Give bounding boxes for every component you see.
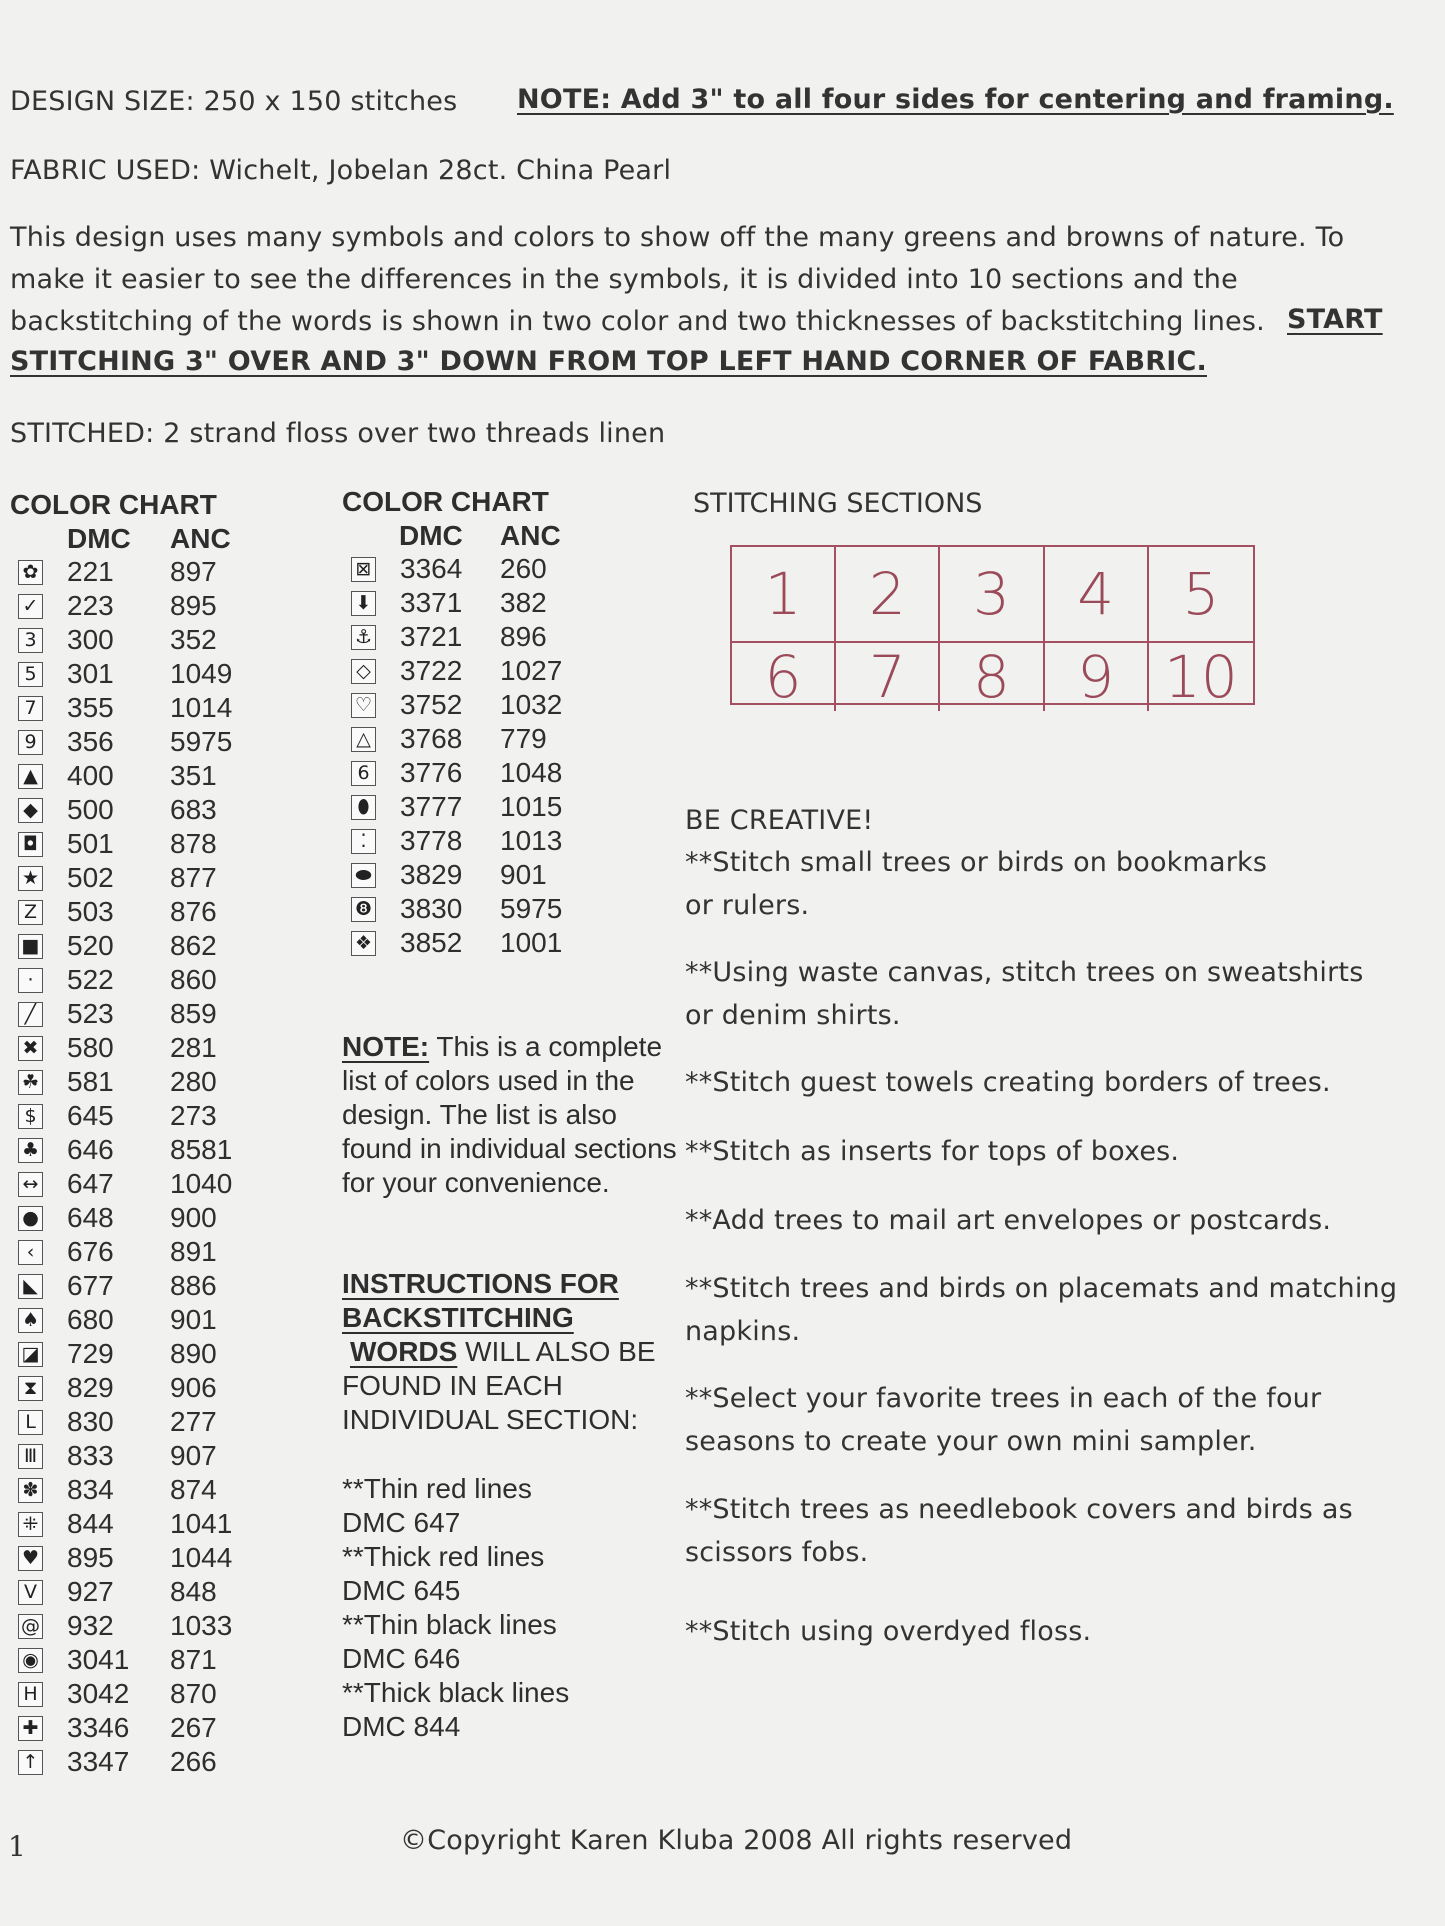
dmc-number: 833 xyxy=(67,1440,114,1471)
backstitch-line: DMC 645 xyxy=(342,1575,461,1606)
anc-number: 281 xyxy=(170,1032,217,1063)
stitch-symbol-icon: ⧗ xyxy=(18,1376,43,1401)
note-text: This is a complete list of colors used in the design. The list is also found in individual sections for your convenience. xyxy=(342,1031,677,1198)
backstitch-lines-list xyxy=(342,1472,682,1744)
stitch-symbol-icon: 6 xyxy=(351,761,376,786)
dmc-number: 221 xyxy=(67,556,114,587)
note-label: NOTE: xyxy=(342,1031,430,1062)
stitch-symbol-icon: ◆ xyxy=(18,798,43,823)
stitch-symbol-icon: ♠ xyxy=(18,1308,43,1333)
dmc-number: 355 xyxy=(67,692,114,723)
anc-number: 901 xyxy=(170,1304,217,1335)
anc-number: 906 xyxy=(170,1372,217,1403)
stitch-symbol-icon: ⊠ xyxy=(351,557,376,582)
dmc-number: 523 xyxy=(67,998,114,1029)
stitch-symbol-icon: ↑ xyxy=(18,1750,43,1775)
stitch-symbol-icon: ☘ xyxy=(18,1070,43,1095)
dmc-number: 3041 xyxy=(67,1644,130,1675)
creative-idea-line: seasons to create your own mini sampler. xyxy=(685,1426,1257,1457)
dmc-number: 676 xyxy=(67,1236,114,1267)
dmc-column-header: DMC xyxy=(67,523,131,554)
anc-number: 352 xyxy=(170,624,217,655)
backstitch-line: **Thin black lines xyxy=(342,1609,557,1640)
dmc-number: 677 xyxy=(67,1270,114,1301)
stitch-symbol-icon: ★ xyxy=(18,866,43,891)
instructions-line-1: INSTRUCTIONS FOR xyxy=(342,1268,619,1299)
dmc-number: 927 xyxy=(67,1576,114,1607)
anc-number: 848 xyxy=(170,1576,217,1607)
backstitch-line: **Thick black lines xyxy=(342,1677,570,1708)
section-cell: 3 xyxy=(940,547,1044,643)
stitch-symbol-icon: ✽ xyxy=(18,1478,43,1503)
anc-number: 907 xyxy=(170,1440,217,1471)
stitch-symbol-icon: ‹ xyxy=(18,1240,43,1265)
dmc-number: 301 xyxy=(67,658,114,689)
anc-number: 8581 xyxy=(170,1134,233,1165)
page-number: 1 xyxy=(8,1830,26,1863)
anc-number: 878 xyxy=(170,828,217,859)
section-cell: 10 xyxy=(1163,643,1238,711)
dmc-number: 3768 xyxy=(400,723,463,754)
backstitch-instructions xyxy=(342,1267,682,1437)
stitch-symbol-icon: ⚓ xyxy=(351,625,376,650)
creative-idea-line: **Add trees to mail art envelopes or postcards. xyxy=(685,1205,1332,1236)
dmc-number: 501 xyxy=(67,828,114,859)
section-cell: 8 xyxy=(940,643,1044,711)
anc-number: 860 xyxy=(170,964,217,995)
anc-number: 895 xyxy=(170,590,217,621)
anc-number: 1049 xyxy=(170,658,233,689)
dmc-number: 503 xyxy=(67,896,114,927)
intro-line-1: This design uses many symbols and colors to show off the many greens and browns of nature. To xyxy=(10,222,1345,253)
creative-idea-line: **Select your favorite trees in each of the four xyxy=(685,1383,1322,1414)
dmc-number: 844 xyxy=(67,1508,114,1539)
dmc-column-header: DMC xyxy=(399,520,463,551)
dmc-number: 680 xyxy=(67,1304,114,1335)
section-cell: 5 xyxy=(1149,547,1253,643)
anc-number: 876 xyxy=(170,896,217,927)
stitch-symbol-icon: 7 xyxy=(18,696,43,721)
dmc-number: 645 xyxy=(67,1100,114,1131)
anc-number: 1032 xyxy=(500,689,563,720)
stitch-symbol-icon: Ⅲ xyxy=(18,1444,43,1469)
stitch-symbol-icon: ◇ xyxy=(351,659,376,684)
instructions-rest: WILL ALSO BE FOUND IN EACH INDIVIDUAL SECTION: xyxy=(342,1336,656,1435)
intro-start: START xyxy=(1287,304,1383,335)
dmc-number: 400 xyxy=(67,760,114,791)
stitch-symbol-icon: L xyxy=(18,1410,43,1435)
creative-idea-line: **Using waste canvas, stitch trees on sweatshirts xyxy=(685,957,1364,988)
fabric-used: FABRIC USED: Wichelt, Jobelan 28ct. China Pearl xyxy=(10,155,672,186)
creative-idea-line: or rulers. xyxy=(685,890,810,921)
dmc-number: 830 xyxy=(67,1406,114,1437)
backstitch-line: DMC 844 xyxy=(342,1711,461,1742)
anc-number: 266 xyxy=(170,1746,217,1777)
stitch-symbol-icon: ✿ xyxy=(18,560,43,585)
design-size: DESIGN SIZE: 250 x 150 stitches xyxy=(10,86,458,117)
instructions-words: WORDS xyxy=(350,1336,458,1367)
anc-number: 1040 xyxy=(170,1168,233,1199)
anc-number: 260 xyxy=(500,553,547,584)
color-chart-2-title: COLOR CHART xyxy=(342,486,549,517)
stitch-symbol-icon: ✖ xyxy=(18,1036,43,1061)
anc-number: 862 xyxy=(170,930,217,961)
color-list-note xyxy=(342,1030,682,1200)
dmc-number: 895 xyxy=(67,1542,114,1573)
dmc-number: 932 xyxy=(67,1610,114,1641)
section-cell: 7 xyxy=(836,643,940,711)
dmc-number: 581 xyxy=(67,1066,114,1097)
creative-idea-line: **Stitch small trees or birds on bookmarks xyxy=(685,847,1268,878)
stitch-symbol-icon: ↔ xyxy=(18,1172,43,1197)
backstitch-line: **Thin red lines xyxy=(342,1473,532,1504)
anc-number: 779 xyxy=(500,723,547,754)
anc-number: 890 xyxy=(170,1338,217,1369)
section-cell: 9 xyxy=(1045,643,1149,711)
backstitch-line: DMC 646 xyxy=(342,1643,461,1674)
anc-number: 870 xyxy=(170,1678,217,1709)
dmc-number: 3346 xyxy=(67,1712,130,1743)
dmc-number: 3829 xyxy=(400,859,463,890)
stitch-symbol-icon: 9 xyxy=(18,730,43,755)
stitch-symbol-icon: @ xyxy=(18,1614,43,1639)
creative-idea-line: **Stitch using overdyed floss. xyxy=(685,1616,1092,1647)
anc-number: 267 xyxy=(170,1712,217,1743)
dmc-number: 502 xyxy=(67,862,114,893)
dmc-number: 3752 xyxy=(400,689,463,720)
anc-number: 1044 xyxy=(170,1542,233,1573)
anc-number: 1048 xyxy=(500,757,563,788)
dmc-number: 3777 xyxy=(400,791,463,822)
stitch-symbol-icon: ⬬ xyxy=(351,863,376,888)
stitch-symbol-icon: ⬮ xyxy=(351,795,376,820)
intro-line-2: make it easier to see the differences in the symbols, it is divided into 10 sections and the xyxy=(10,264,1238,295)
backstitch-line: DMC 647 xyxy=(342,1507,461,1538)
creative-idea-line: **Stitch trees and birds on placemats and matching xyxy=(685,1273,1398,1304)
anc-number: 896 xyxy=(500,621,547,652)
anc-number: 900 xyxy=(170,1202,217,1233)
dmc-number: 522 xyxy=(67,964,114,995)
stitching-sections-grid xyxy=(730,545,1255,711)
anc-number: 1033 xyxy=(170,1610,233,1641)
section-cell: 4 xyxy=(1045,547,1149,643)
stitch-symbol-icon: ◘ xyxy=(18,832,43,857)
dmc-number: 520 xyxy=(67,930,114,961)
anc-number: 382 xyxy=(500,587,547,618)
anc-number: 280 xyxy=(170,1066,217,1097)
anc-number: 1015 xyxy=(500,791,563,822)
stitch-symbol-icon: ❽ xyxy=(351,897,376,922)
stitch-symbol-icon: ⁚ xyxy=(351,829,376,854)
dmc-number: 3852 xyxy=(400,927,463,958)
stitch-symbol-icon: ♣ xyxy=(18,1138,43,1163)
dmc-number: 356 xyxy=(67,726,114,757)
stitch-symbol-icon: 5 xyxy=(18,662,43,687)
stitch-symbol-icon: ✚ xyxy=(18,1716,43,1741)
stitch-symbol-icon: ⬇ xyxy=(351,591,376,616)
anc-number: 897 xyxy=(170,556,217,587)
anc-column-header: ANC xyxy=(170,523,231,554)
stitch-symbol-icon: H xyxy=(18,1682,43,1707)
creative-idea-line: **Stitch trees as needlebook covers and birds as xyxy=(685,1494,1353,1525)
dmc-number: 223 xyxy=(67,590,114,621)
creative-idea-line: **Stitch guest towels creating borders of trees. xyxy=(685,1067,1331,1098)
stitch-symbol-icon: ◣ xyxy=(18,1274,43,1299)
creative-idea-line: napkins. xyxy=(685,1316,801,1347)
stitch-symbol-icon: ◉ xyxy=(18,1648,43,1673)
anc-number: 871 xyxy=(170,1644,217,1675)
anc-number: 891 xyxy=(170,1236,217,1267)
anc-number: 1014 xyxy=(170,692,233,723)
intro-line-3: backstitching of the words is shown in two color and two thicknesses of backstitching lines. xyxy=(10,306,1265,337)
anc-number: 901 xyxy=(500,859,547,890)
stitched-info: STITCHED: 2 strand floss over two threads linen xyxy=(10,418,666,449)
stitch-symbol-icon: ◪ xyxy=(18,1342,43,1367)
anc-number: 859 xyxy=(170,998,217,1029)
instructions-line-2: BACKSTITCHING xyxy=(342,1302,574,1333)
dmc-number: 3830 xyxy=(400,893,463,924)
stitch-symbol-icon: ♡ xyxy=(351,693,376,718)
dmc-number: 3042 xyxy=(67,1678,130,1709)
dmc-number: 648 xyxy=(67,1202,114,1233)
creative-idea-line: **Stitch as inserts for tops of boxes. xyxy=(685,1136,1180,1167)
backstitch-line: **Thick red lines xyxy=(342,1541,545,1572)
anc-number: 5975 xyxy=(170,726,233,757)
anc-number: 5975 xyxy=(500,893,563,924)
anc-number: 277 xyxy=(170,1406,217,1437)
stitch-symbol-icon: △ xyxy=(351,727,376,752)
dmc-number: 646 xyxy=(67,1134,114,1165)
dmc-number: 834 xyxy=(67,1474,114,1505)
anc-number: 877 xyxy=(170,862,217,893)
intro-line-4: STITCHING 3" OVER AND 3" DOWN FROM TOP LEFT HAND CORNER OF FABRIC. xyxy=(10,346,1207,377)
anc-number: 273 xyxy=(170,1100,217,1131)
anc-number: 1013 xyxy=(500,825,563,856)
anc-column-header: ANC xyxy=(500,520,561,551)
stitch-symbol-icon: Z xyxy=(18,900,43,925)
stitch-symbol-icon: ▲ xyxy=(18,764,43,789)
stitch-symbol-icon: ╱ xyxy=(18,1002,43,1027)
dmc-number: 500 xyxy=(67,794,114,825)
anc-number: 1001 xyxy=(500,927,563,958)
dmc-number: 3347 xyxy=(67,1746,130,1777)
creative-idea-line: or denim shirts. xyxy=(685,1000,901,1031)
anc-number: 874 xyxy=(170,1474,217,1505)
dmc-number: 300 xyxy=(67,624,114,655)
color-chart-1-title: COLOR CHART xyxy=(10,489,217,520)
dmc-number: 829 xyxy=(67,1372,114,1403)
anc-number: 1027 xyxy=(500,655,563,686)
creative-idea-line: scissors fobs. xyxy=(685,1537,869,1568)
be-creative-title: BE CREATIVE! xyxy=(685,805,874,836)
dmc-number: 3722 xyxy=(400,655,463,686)
dmc-number: 647 xyxy=(67,1168,114,1199)
dmc-number: 729 xyxy=(67,1338,114,1369)
anc-number: 351 xyxy=(170,760,217,791)
stitch-symbol-icon: ■ xyxy=(18,934,43,959)
framing-note: NOTE: Add 3" to all four sides for centering and framing. xyxy=(517,84,1394,115)
stitch-symbol-icon: ✓ xyxy=(18,594,43,619)
stitch-symbol-icon: ⁜ xyxy=(18,1512,43,1537)
dmc-number: 3371 xyxy=(400,587,463,618)
stitch-symbol-icon: ♥ xyxy=(18,1546,43,1571)
dmc-number: 3364 xyxy=(400,553,463,584)
stitch-symbol-icon: · xyxy=(18,968,43,993)
anc-number: 1041 xyxy=(170,1508,233,1539)
dmc-number: 3721 xyxy=(400,621,463,652)
stitch-symbol-icon: V xyxy=(18,1580,43,1605)
section-cell: 6 xyxy=(732,643,836,711)
dmc-number: 580 xyxy=(67,1032,114,1063)
stitch-symbol-icon: 3 xyxy=(18,628,43,653)
stitching-sections-title: STITCHING SECTIONS xyxy=(693,488,983,519)
copyright: ©Copyright Karen Kluba 2008 All rights reserved xyxy=(400,1825,1073,1856)
dmc-number: 3778 xyxy=(400,825,463,856)
anc-number: 886 xyxy=(170,1270,217,1301)
section-cell: 1 xyxy=(732,547,836,643)
stitch-symbol-icon: ❖ xyxy=(351,931,376,956)
dmc-number: 3776 xyxy=(400,757,463,788)
stitch-symbol-icon: ● xyxy=(18,1206,43,1231)
section-cell: 2 xyxy=(836,547,940,643)
anc-number: 683 xyxy=(170,794,217,825)
stitch-symbol-icon: $ xyxy=(18,1104,43,1129)
